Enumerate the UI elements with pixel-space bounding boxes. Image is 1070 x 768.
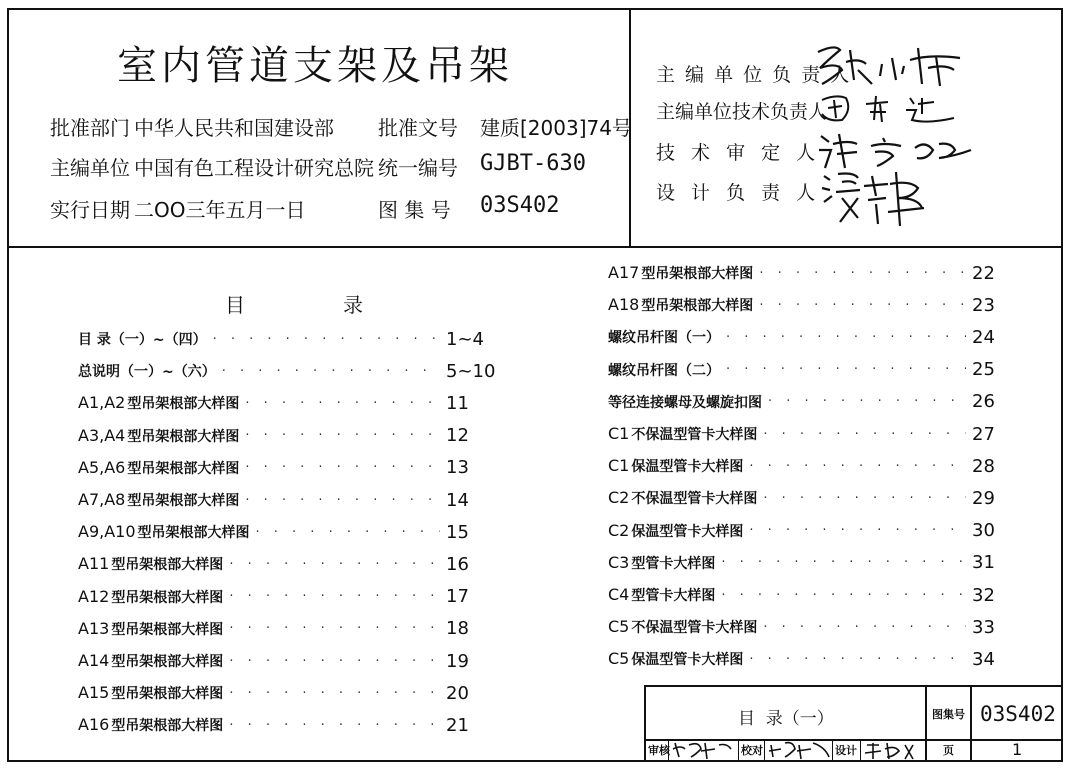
design-label: 设计 [835, 744, 857, 757]
toc-leader-dots [229, 686, 440, 701]
titleblock-sep5 [860, 739, 861, 761]
toc-entry-label [78, 522, 250, 542]
toc-entry-title: 型吊架根部大样图 [127, 460, 240, 477]
toc-row [608, 258, 1002, 288]
toc-entry-label [608, 295, 753, 315]
responsible-tech-label: 主编单位技术负责人 [656, 101, 828, 123]
toc-entry-label [608, 617, 757, 637]
toc-entry-title: 螺纹吊杆图（二） [608, 362, 720, 379]
toc-row [78, 421, 490, 451]
toc-page-number: 5~10 [446, 360, 496, 382]
toc-page-number: 19 [446, 650, 469, 672]
toc-entry-title: 型管卡大样图 [631, 588, 716, 604]
toc-entry-title: 不保温型管卡大样图 [631, 620, 758, 637]
toc-entry-code: C1 [608, 456, 630, 476]
toc-page-number: 33 [972, 616, 995, 638]
toc-row [78, 582, 490, 612]
toc-entry-code: A3,A4 [78, 425, 126, 445]
toc-entry-code: A5,A6 [78, 457, 126, 477]
frame-left [7, 8, 9, 762]
header-divider [7, 246, 1063, 248]
toc-page-number: 28 [972, 455, 995, 477]
toc-heading-right: 录 [343, 293, 363, 317]
toc-leader-dots [749, 523, 966, 538]
check-label: 校对 [741, 744, 763, 757]
toc-page-number: 14 [446, 489, 469, 511]
titleblock-sep2 [738, 739, 739, 761]
toc-row [608, 580, 1002, 610]
titleblock-split2 [970, 685, 972, 762]
toc-entry-label [78, 329, 207, 349]
toc-page-number: 13 [446, 457, 469, 479]
toc-page-number: 21 [446, 714, 469, 736]
toc-entry-title: 不保温型管卡大样图 [631, 427, 758, 443]
atlas-title: 室内管道支架及吊架 [117, 43, 513, 89]
toc-entry-code: C1 [608, 424, 630, 443]
toc-row [608, 548, 1002, 578]
toc-entry-code: A14 [78, 651, 110, 670]
toc-entry-label [78, 715, 223, 735]
unified-no-value: GJBT-630 [480, 151, 586, 176]
toc-page-number: 18 [446, 618, 469, 640]
toc-page-number: 15 [446, 521, 469, 543]
effective-date-label: 实行日期 [50, 198, 130, 222]
toc-leader-dots [726, 362, 966, 377]
toc-entry-label [608, 585, 715, 605]
toc-page-number: 11 [446, 392, 469, 414]
toc-page-number: 27 [972, 423, 995, 445]
toc-row [608, 644, 1002, 674]
toc-entry-label [608, 521, 743, 541]
titleblock-split [925, 685, 927, 762]
toc-page-number: 31 [972, 552, 995, 574]
toc-row [608, 516, 1002, 546]
toc-entry-label [78, 426, 239, 446]
editor-unit-label: 主编单位 [50, 156, 130, 180]
toc-page-number: 17 [446, 586, 469, 608]
toc-leader-dots [245, 428, 440, 443]
toc-entry-code: A7,A8 [78, 490, 126, 509]
toc-entry-title: 型吊架根部大样图 [641, 298, 754, 315]
toc-entry-title: 保温型管卡大样图 [631, 652, 744, 669]
toc-leader-dots [759, 266, 966, 281]
toc-entry-label [608, 456, 743, 476]
toc-entry-code: C4 [608, 585, 630, 604]
toc-row [78, 453, 490, 483]
titleblock-atlas-value: 03S402 [980, 702, 1056, 726]
toc-leader-dots [763, 427, 966, 442]
toc-entry-title: 型吊架根部大样图 [111, 686, 224, 703]
atlas-no-value: 03S402 [480, 193, 560, 218]
toc-leader-dots [749, 459, 966, 474]
toc-entry-label [78, 458, 239, 478]
toc-leader-dots [222, 364, 440, 379]
toc-page-number: 25 [972, 359, 995, 381]
toc-leader-dots [726, 330, 966, 345]
toc-row [608, 387, 1002, 417]
toc-entry-title: 型吊架根部大样图 [111, 718, 224, 735]
signature-design-small [863, 739, 923, 761]
toc-leader-dots [763, 491, 966, 506]
toc-row [78, 324, 490, 354]
effective-date-value: 二OO三年五月一日 [134, 198, 306, 222]
toc-page-number: 29 [972, 487, 995, 509]
toc-entry-label [78, 683, 223, 703]
toc-row [608, 612, 1002, 642]
signature-chief [810, 40, 970, 90]
approval-dept-label: 批准部门 [50, 116, 130, 140]
toc-entry-title: 不保温型管卡大样图 [631, 491, 758, 508]
toc-entry-code: A15 [78, 683, 110, 703]
toc-row [608, 355, 1002, 385]
toc-entry-code: A11 [78, 554, 110, 574]
page-label: 页 [943, 744, 954, 757]
toc-entry-title: 保温型管卡大样图 [631, 459, 744, 476]
responsible-design-label: 设 计 负 责 人 [656, 182, 821, 204]
signature-review [815, 128, 975, 172]
toc-leader-dots [749, 652, 966, 667]
toc-entry-title: 型管卡大样图 [631, 555, 716, 572]
review-label: 审核 [648, 744, 670, 757]
signature-tech [818, 90, 958, 126]
toc-leader-dots [229, 654, 440, 669]
toc-entry-code: A12 [78, 586, 110, 606]
signature-design [818, 168, 928, 230]
toc-page-number: 1~4 [446, 328, 484, 350]
toc-entry-code: C2 [608, 488, 630, 508]
toc-row [78, 549, 490, 579]
toc-row [608, 322, 1002, 352]
responsible-review-label: 技 术 审 定 人 [656, 142, 821, 164]
toc-entry-code: C5 [608, 617, 630, 637]
toc-leader-dots [229, 589, 440, 604]
toc-leader-dots [229, 621, 440, 636]
toc-leader-dots [256, 525, 440, 540]
toc-entry-label [78, 361, 216, 381]
toc-entry-title: 型吊架根部大样图 [641, 266, 754, 282]
toc-page-number: 23 [972, 294, 995, 316]
toc-leader-dots [768, 394, 966, 409]
toc-row [78, 678, 490, 708]
toc-entry-code: A18 [608, 295, 640, 315]
toc-row [78, 356, 496, 386]
toc-entry-label [608, 392, 762, 412]
toc-entry-label [78, 554, 223, 574]
sheet-title: 目 录（一） [738, 709, 834, 729]
toc-entry-label [78, 490, 239, 510]
signature-review-small [671, 739, 735, 761]
toc-entry-label [78, 651, 223, 671]
toc-leader-dots [245, 460, 440, 475]
toc-leader-dots [721, 588, 966, 603]
toc-entry-title: 型吊架根部大样图 [111, 621, 224, 638]
toc-page-number: 20 [446, 682, 469, 704]
toc-entry-code: C2 [608, 520, 630, 540]
toc-entry-label [608, 360, 720, 380]
toc-entry-title: 目 录（一）~（四） [78, 332, 207, 348]
toc-entry-title: 型吊架根部大样图 [137, 525, 250, 542]
toc-entry-title: 等径连接螺母及螺旋扣图 [608, 394, 762, 411]
toc-entry-code: A1,A2 [78, 393, 126, 413]
toc-page-number: 30 [972, 520, 995, 542]
toc-entry-code: C3 [608, 552, 630, 572]
toc-row [608, 451, 1002, 481]
toc-row [608, 419, 1002, 449]
toc-row [78, 517, 490, 547]
toc-row [608, 290, 1002, 320]
responsible-chief-label: 主 编 单 位 负 责 人 [656, 64, 852, 86]
toc-row [78, 388, 490, 418]
toc-entry-label [78, 619, 223, 639]
signature-check-small [767, 739, 831, 761]
toc-entry-title: 型吊架根部大样图 [127, 428, 240, 445]
toc-page-number: 12 [446, 425, 469, 447]
toc-entry-title: 型吊架根部大样图 [111, 654, 224, 670]
toc-leader-dots [759, 298, 966, 313]
approval-doc-value: 建质[2003]74号 [480, 116, 632, 140]
toc-row [608, 483, 1002, 513]
toc-entry-label [608, 553, 715, 573]
toc-entry-label [608, 424, 757, 444]
approval-dept-value: 中华人民共和国建设部 [134, 116, 334, 140]
toc-leader-dots [763, 620, 966, 635]
toc-entry-code: A9,A10 [78, 522, 136, 542]
frame-right [1061, 8, 1063, 762]
toc-entry-label [608, 649, 743, 669]
toc-page-number: 26 [972, 391, 995, 413]
toc-page-number: 32 [972, 584, 995, 606]
toc-row [78, 614, 490, 644]
toc-entry-title: 保温型管卡大样图 [631, 523, 744, 540]
page-value: 1 [1012, 740, 1023, 759]
toc-page-number: 16 [446, 553, 469, 575]
titleblock-atlas-label: 图集号 [932, 708, 965, 721]
toc-leader-dots [229, 718, 440, 733]
toc-row [78, 485, 490, 515]
unified-no-label: 统一编号 [378, 156, 458, 180]
toc-row [78, 646, 490, 676]
toc-page-number: 22 [972, 262, 995, 284]
toc-entry-title: 型吊架根部大样图 [127, 396, 240, 413]
toc-row [78, 710, 490, 740]
toc-entry-title: 型吊架根部大样图 [111, 589, 224, 606]
toc-leader-dots [229, 557, 440, 572]
toc-page-number: 34 [972, 648, 995, 670]
atlas-no-label: 图 集 号 [378, 198, 451, 222]
editor-unit-value: 中国有色工程设计研究总院 [134, 156, 374, 180]
toc-entry-code: A17 [608, 263, 640, 282]
toc-entry-title: 型吊架根部大样图 [111, 557, 224, 574]
toc-entry-label [608, 327, 720, 347]
toc-leader-dots [245, 493, 440, 508]
toc-page-number: 24 [972, 326, 995, 348]
toc-entry-label [608, 263, 753, 283]
toc-entry-label [78, 393, 239, 413]
toc-entry-title: 型吊架根部大样图 [127, 493, 240, 509]
toc-entry-title: 螺纹吊杆图（一） [608, 330, 720, 347]
toc-leader-dots [245, 396, 440, 411]
approval-doc-label: 批准文号 [378, 116, 458, 140]
toc-entry-label [608, 488, 757, 508]
toc-leader-dots [213, 332, 440, 347]
titleblock-sep4 [832, 739, 833, 761]
titleblock-sep3 [764, 739, 765, 761]
toc-entry-code: A13 [78, 618, 110, 638]
toc-entry-title: 总说明（一）~（六） [78, 364, 216, 381]
toc-leader-dots [721, 555, 966, 570]
toc-entry-code: C5 [608, 649, 630, 669]
toc-entry-label [78, 587, 223, 607]
frame-top [7, 8, 1063, 10]
toc-heading-left: 目 [225, 293, 245, 317]
titleblock-left [644, 685, 646, 762]
toc-entry-code: A16 [78, 715, 110, 735]
titleblock-top [644, 685, 1063, 687]
